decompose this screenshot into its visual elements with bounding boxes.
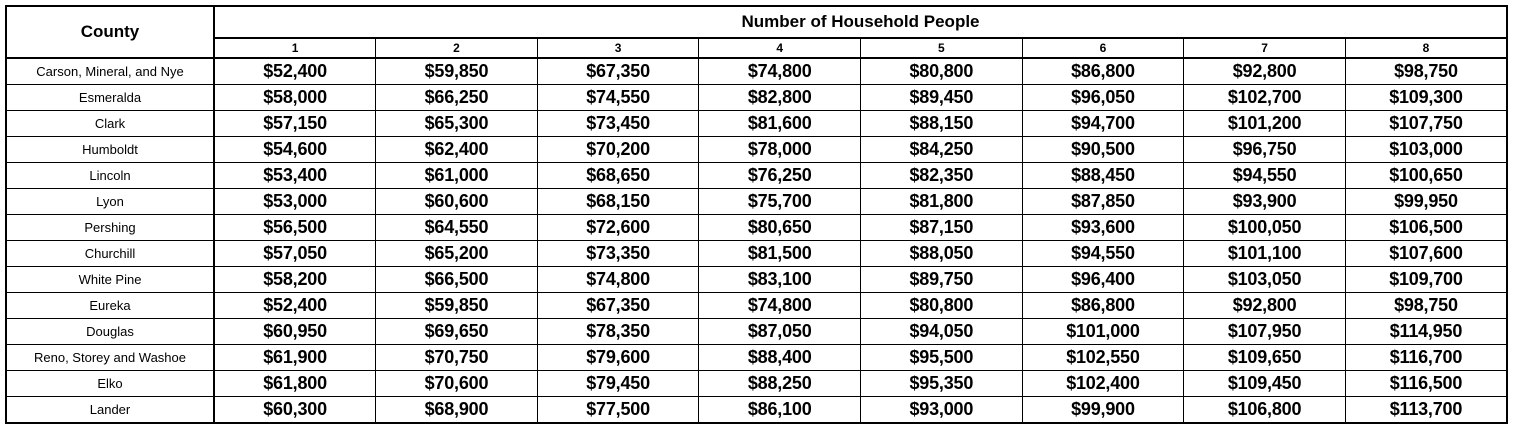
income-limit-cell: $87,150: [861, 215, 1023, 241]
income-limit-cell: $81,800: [861, 189, 1023, 215]
income-limit-cell: $88,150: [861, 111, 1023, 137]
income-limit-cell: $106,800: [1184, 397, 1346, 424]
income-limit-cell: $94,700: [1022, 111, 1184, 137]
income-limit-cell: $88,250: [699, 371, 861, 397]
income-limit-cell: $109,300: [1345, 85, 1507, 111]
income-limit-cell: $86,100: [699, 397, 861, 424]
income-limits-table: [5, 5, 1508, 424]
income-limit-cell: $70,200: [537, 137, 699, 163]
county-name-cell: Clark: [6, 111, 214, 137]
county-name-cell: Eureka: [6, 293, 214, 319]
income-limit-cell: $74,800: [699, 293, 861, 319]
income-limit-cell: $101,200: [1184, 111, 1346, 137]
income-limit-cell: $59,850: [376, 293, 538, 319]
income-limit-cell: $57,150: [214, 111, 376, 137]
table-row: [6, 111, 1507, 137]
income-limit-cell: $60,600: [376, 189, 538, 215]
income-limit-cell: $66,500: [376, 267, 538, 293]
income-limit-cell: $94,550: [1022, 241, 1184, 267]
county-name-cell: Carson, Mineral, and Nye: [6, 58, 214, 85]
income-limit-cell: $69,650: [376, 319, 538, 345]
income-limit-cell: $95,350: [861, 371, 1023, 397]
table-row: [6, 215, 1507, 241]
income-limit-cell: $62,400: [376, 137, 538, 163]
income-limit-cell: $64,550: [376, 215, 538, 241]
table-row: [6, 85, 1507, 111]
income-limit-cell: $60,950: [214, 319, 376, 345]
income-limit-cell: $103,050: [1184, 267, 1346, 293]
header-row-top: [6, 6, 1507, 38]
income-limit-cell: $70,600: [376, 371, 538, 397]
income-limit-cell: $98,750: [1345, 293, 1507, 319]
table-header: [6, 6, 1507, 58]
income-limit-cell: $67,350: [537, 58, 699, 85]
income-limit-cell: $68,650: [537, 163, 699, 189]
income-limit-cell: $65,300: [376, 111, 538, 137]
county-name-cell: Lander: [6, 397, 214, 424]
income-limit-cell: $87,850: [1022, 189, 1184, 215]
income-limit-cell: $107,750: [1345, 111, 1507, 137]
income-limit-cell: $88,450: [1022, 163, 1184, 189]
income-limit-cell: $86,800: [1022, 58, 1184, 85]
income-limit-cell: $80,800: [861, 293, 1023, 319]
income-limit-cell: $78,350: [537, 319, 699, 345]
income-limit-cell: $56,500: [214, 215, 376, 241]
income-limit-cell: $89,750: [861, 267, 1023, 293]
income-limit-cell: $74,800: [699, 58, 861, 85]
county-column-header: County: [6, 6, 214, 58]
table-row: [6, 371, 1507, 397]
income-limit-cell: $72,600: [537, 215, 699, 241]
income-limit-cell: $109,650: [1184, 345, 1346, 371]
income-limit-cell: $68,150: [537, 189, 699, 215]
income-limit-cell: $80,650: [699, 215, 861, 241]
county-name-cell: Lyon: [6, 189, 214, 215]
household-size-header: 8: [1345, 38, 1507, 58]
income-limit-cell: $106,500: [1345, 215, 1507, 241]
income-limit-cell: $59,850: [376, 58, 538, 85]
income-limit-cell: $113,700: [1345, 397, 1507, 424]
income-limit-cell: $68,900: [376, 397, 538, 424]
household-size-header: 7: [1184, 38, 1346, 58]
income-limit-cell: $94,550: [1184, 163, 1346, 189]
income-limit-cell: $82,350: [861, 163, 1023, 189]
income-limit-cell: $93,900: [1184, 189, 1346, 215]
income-limit-cell: $75,700: [699, 189, 861, 215]
table-row: [6, 189, 1507, 215]
income-limit-cell: $58,000: [214, 85, 376, 111]
household-size-header: 6: [1022, 38, 1184, 58]
income-limit-cell: $81,600: [699, 111, 861, 137]
income-limit-cell: $79,450: [537, 371, 699, 397]
county-name-cell: Elko: [6, 371, 214, 397]
income-limit-cell: $100,650: [1345, 163, 1507, 189]
income-limit-cell: $100,050: [1184, 215, 1346, 241]
county-name-cell: Churchill: [6, 241, 214, 267]
income-limit-cell: $54,600: [214, 137, 376, 163]
income-limit-cell: $87,050: [699, 319, 861, 345]
income-limit-cell: $76,250: [699, 163, 861, 189]
household-size-header: 5: [861, 38, 1023, 58]
income-limit-cell: $66,250: [376, 85, 538, 111]
table-row: [6, 345, 1507, 371]
income-limit-cell: $116,500: [1345, 371, 1507, 397]
income-limit-cell: $107,950: [1184, 319, 1346, 345]
income-limit-cell: $84,250: [861, 137, 1023, 163]
county-name-cell: Pershing: [6, 215, 214, 241]
income-limit-cell: $95,500: [861, 345, 1023, 371]
income-limit-cell: $67,350: [537, 293, 699, 319]
household-size-header: 1: [214, 38, 376, 58]
income-limit-cell: $53,400: [214, 163, 376, 189]
household-size-header: 3: [537, 38, 699, 58]
income-limit-cell: $92,800: [1184, 293, 1346, 319]
income-limit-cell: $99,950: [1345, 189, 1507, 215]
income-limit-cell: $92,800: [1184, 58, 1346, 85]
county-name-cell: Esmeralda: [6, 85, 214, 111]
county-name-cell: Reno, Storey and Washoe: [6, 345, 214, 371]
income-limit-cell: $90,500: [1022, 137, 1184, 163]
table-row: [6, 137, 1507, 163]
household-size-header: 2: [376, 38, 538, 58]
income-limit-cell: $52,400: [214, 58, 376, 85]
income-limit-cell: $99,900: [1022, 397, 1184, 424]
county-name-cell: Humboldt: [6, 137, 214, 163]
income-limit-cell: $61,800: [214, 371, 376, 397]
income-limit-cell: $60,300: [214, 397, 376, 424]
income-limit-cell: $80,800: [861, 58, 1023, 85]
income-limit-cell: $116,700: [1345, 345, 1507, 371]
income-limit-cell: $77,500: [537, 397, 699, 424]
income-limit-cell: $102,400: [1022, 371, 1184, 397]
income-limit-cell: $98,750: [1345, 58, 1507, 85]
income-limit-cell: $101,100: [1184, 241, 1346, 267]
income-limit-cell: $52,400: [214, 293, 376, 319]
income-limit-cell: $96,750: [1184, 137, 1346, 163]
income-limit-cell: $81,500: [699, 241, 861, 267]
income-limit-cell: $88,050: [861, 241, 1023, 267]
income-limit-cell: $57,050: [214, 241, 376, 267]
income-limit-cell: $58,200: [214, 267, 376, 293]
table-row: [6, 319, 1507, 345]
income-limit-cell: $102,550: [1022, 345, 1184, 371]
county-name-cell: White Pine: [6, 267, 214, 293]
income-limit-cell: $109,450: [1184, 371, 1346, 397]
table-row: [6, 267, 1507, 293]
income-limit-cell: $82,800: [699, 85, 861, 111]
income-limit-cell: $96,400: [1022, 267, 1184, 293]
income-limit-cell: $74,550: [537, 85, 699, 111]
income-limit-cell: $107,600: [1345, 241, 1507, 267]
table-body: [6, 58, 1507, 423]
household-size-header: 4: [699, 38, 861, 58]
income-limit-cell: $74,800: [537, 267, 699, 293]
table-row: [6, 58, 1507, 85]
county-name-cell: Lincoln: [6, 163, 214, 189]
income-limit-cell: $61,000: [376, 163, 538, 189]
income-limit-cell: $94,050: [861, 319, 1023, 345]
county-name-cell: Douglas: [6, 319, 214, 345]
income-limit-cell: $96,050: [1022, 85, 1184, 111]
table-row: [6, 397, 1507, 424]
income-limit-cell: $73,350: [537, 241, 699, 267]
household-size-header-row: [6, 38, 1507, 58]
table-row: [6, 293, 1507, 319]
income-limit-cell: $89,450: [861, 85, 1023, 111]
income-limit-cell: $79,600: [537, 345, 699, 371]
income-limit-cell: $93,000: [861, 397, 1023, 424]
household-people-group-header: Number of Household People: [214, 6, 1507, 38]
income-limit-cell: $61,900: [214, 345, 376, 371]
income-limit-cell: $88,400: [699, 345, 861, 371]
income-limit-cell: $53,000: [214, 189, 376, 215]
income-limit-cell: $65,200: [376, 241, 538, 267]
table-row: [6, 163, 1507, 189]
income-limit-cell: $78,000: [699, 137, 861, 163]
income-limit-cell: $103,000: [1345, 137, 1507, 163]
income-limit-cell: $70,750: [376, 345, 538, 371]
income-limit-cell: $86,800: [1022, 293, 1184, 319]
income-limit-cell: $114,950: [1345, 319, 1507, 345]
table-row: [6, 241, 1507, 267]
income-limit-cell: $73,450: [537, 111, 699, 137]
income-limit-cell: $93,600: [1022, 215, 1184, 241]
income-limit-cell: $109,700: [1345, 267, 1507, 293]
income-limit-cell: $101,000: [1022, 319, 1184, 345]
income-limit-cell: $102,700: [1184, 85, 1346, 111]
income-limit-cell: $83,100: [699, 267, 861, 293]
